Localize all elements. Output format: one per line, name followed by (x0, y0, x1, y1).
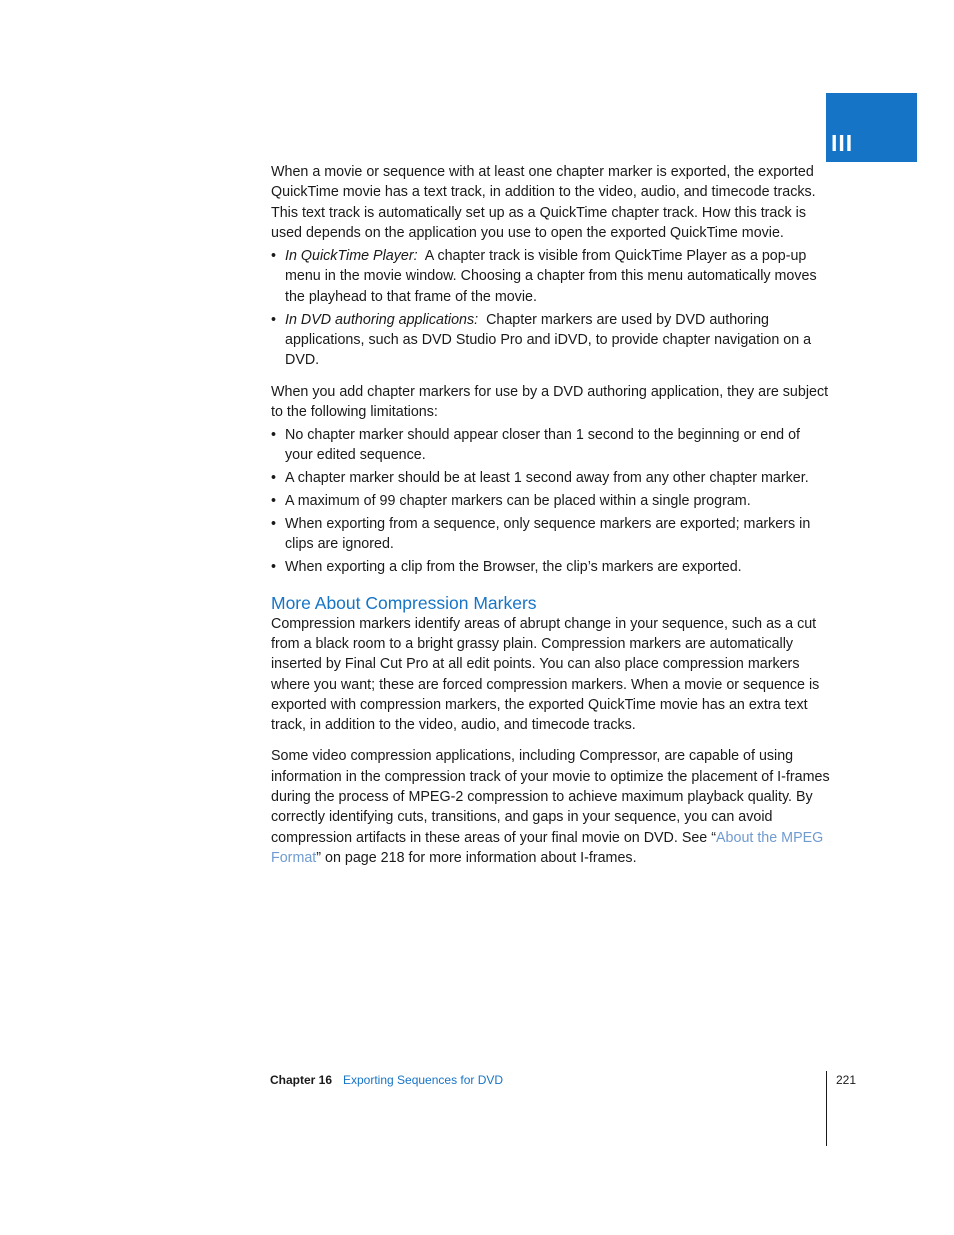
intro-paragraph: When a movie or sequence with at least one chapter marker is exported, the exported QuickTime movie has a text track, in addition to the video, audio, and timecode tracks. This text track is automatically set up as a QuickTime chapter track. How this track is used depends on the application you use to open the exported QuickTime movie. (271, 164, 816, 241)
part-tab-label: III (831, 130, 854, 156)
list-item-text: A chapter track is visible from QuickTime Player as a pop-up menu in the movie window. Choosing a chapter from this menu automatically moves the playhead to that frame of the movie. (285, 248, 817, 305)
page-number: 221 (836, 1073, 857, 1087)
compression-paragraph: Compression markers identify areas of abrupt change in your sequence, such as a cut from a black room to a bright grassy plain. Compression markers are automatically inserted by Final Cut Pro at all edit points. You can also place compression markers where you want; these are forced compression markers. When a movie or sequence is exported with compression markers, the exported QuickTime movie has an extra text track, in addition to the video, audio, and timecode tracks. (271, 615, 820, 734)
run-in-term: In DVD authoring applications: (285, 311, 479, 328)
part-tab (826, 93, 917, 162)
list-item: • A chapter marker should be at least 1 second away from any other chapter marker. (271, 468, 831, 488)
list-item: • A maximum of 99 chapter markers can be placed within a single program. (271, 491, 831, 511)
run-in-term: In QuickTime Player: (285, 248, 418, 265)
paragraph-text: ” on page 218 for more information about I-frames. (316, 849, 637, 866)
cross-reference-link[interactable]: About the MPEG Format (271, 829, 824, 866)
uses-list (271, 246, 831, 370)
footer-divider (826, 1071, 827, 1146)
list-item (271, 246, 831, 307)
list-item-text: Chapter markers are used by DVD authoring applications, such as DVD Studio Pro and iDVD, to provide chapter navigation on a DVD. (285, 311, 812, 369)
compression-detail-paragraph (271, 746, 831, 868)
section-heading: More About Compression Markers (271, 592, 537, 613)
list-item: • No chapter marker should appear closer than 1 second to the beginning or end of your edited sequence. (271, 425, 831, 466)
list-item: • When exporting from a sequence, only sequence markers are exported; markers in clips are ignored. (271, 514, 831, 555)
paragraph-text: Some video compression applications, including Compressor, are capable of using information in the compression track of your movie to optimize the placement of I-frames during the process of MPEG-2 compression to achieve maximum playback quality. By correctly identifying cuts, transitions, and gaps in your sequence, you can avoid compression artifacts in these areas of your final movie on DVD. See “ (271, 748, 830, 846)
list-item (271, 310, 831, 371)
list-item: • When exporting a clip from the Browser, the clip’s markers are exported. (271, 557, 831, 577)
limits-intro-paragraph: When you add chapter markers for use by a DVD authoring application, they are subject to the following limitations: (271, 383, 829, 420)
footer-chapter-title: Exporting Sequences for DVD (343, 1073, 504, 1087)
footer-chapter-number: Chapter 16 (270, 1073, 333, 1087)
limits-list (271, 425, 831, 577)
page-body (271, 162, 831, 868)
